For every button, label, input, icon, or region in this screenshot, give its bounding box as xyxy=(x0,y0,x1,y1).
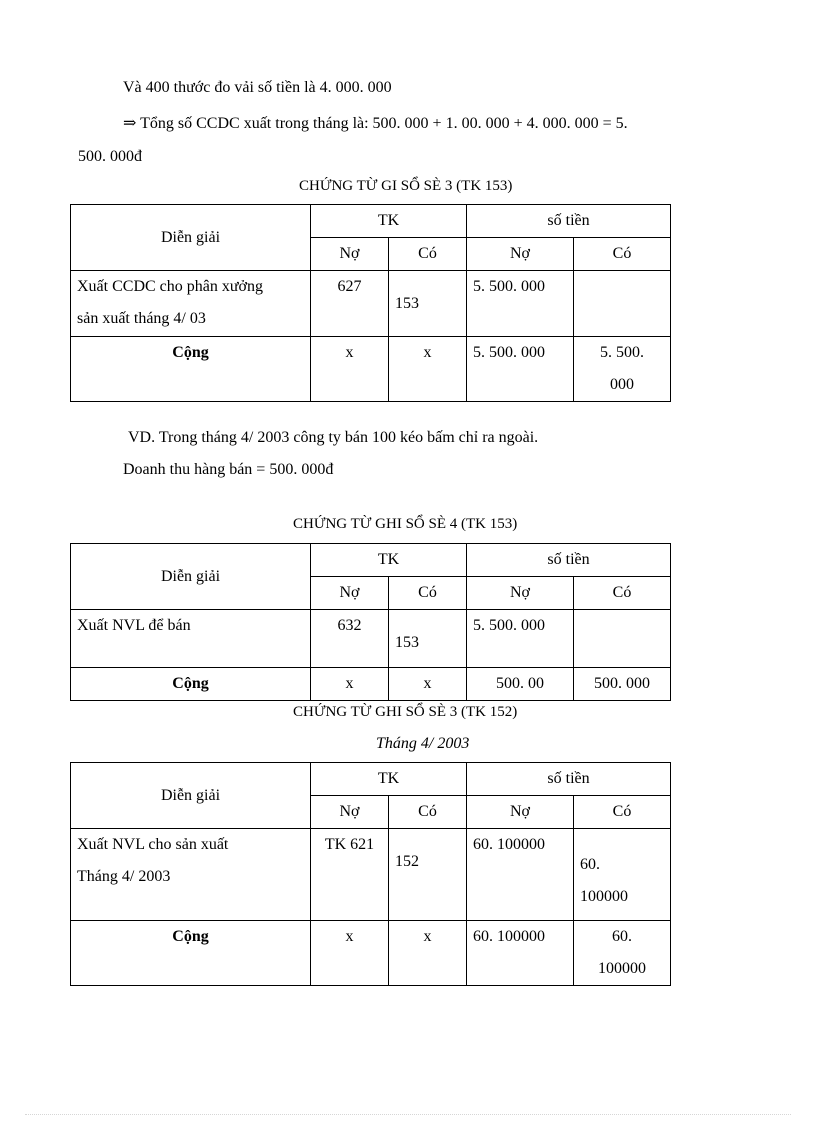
table-row xyxy=(71,271,671,337)
total-row xyxy=(71,921,671,986)
header-amount-co: Có xyxy=(574,796,671,829)
header-tk-no: Nợ xyxy=(311,577,389,610)
total-label: Cộng xyxy=(71,337,311,402)
row-tk-no: 627 xyxy=(311,271,389,337)
paragraph-example: VD. Trong tháng 4/ 2003 công ty bán 100 kéo bấm chỉ ra ngoài. xyxy=(128,429,539,446)
header-amount-no: Nợ xyxy=(467,796,574,829)
paragraph-cloth-measure: Và 400 thước đo vải số tiền là 4. 000. 000 xyxy=(123,79,392,96)
header-desc: Diễn giải xyxy=(71,763,311,829)
row-tk-no: 632 xyxy=(311,610,389,668)
paragraph-total-ccdc xyxy=(123,114,628,134)
header-tk-co: Có xyxy=(389,577,467,610)
total-label: Cộng xyxy=(71,668,311,701)
paragraph-total-ccdc-cont: 500. 000đ xyxy=(78,148,142,165)
table-2-title: CHỨNG TỪ GHI SỔ SÈ 4 (TK 153) xyxy=(293,516,518,532)
header-tk: TK xyxy=(311,763,467,796)
header-amount-co: Có xyxy=(574,577,671,610)
row-amt-co xyxy=(574,610,671,668)
header-tk-co: Có xyxy=(389,796,467,829)
total-tk-co: x xyxy=(389,921,467,986)
table-3 xyxy=(70,762,671,986)
total-amt-co: 5. 500. 000 xyxy=(574,337,671,402)
row-tk-no: TK 621 xyxy=(311,829,389,921)
total-amt-no: 500. 00 xyxy=(467,668,574,701)
header-desc: Diễn giải xyxy=(71,544,311,610)
total-amt-co: 60. 100000 xyxy=(574,921,671,986)
table-3-title: CHỨNG TỪ GHI SỔ SÈ 3 (TK 152) xyxy=(293,704,518,720)
table-1-title: CHỨNG TỪ GI SỔ SÈ 3 (TK 153) xyxy=(299,178,513,194)
header-amount-no: Nợ xyxy=(467,577,574,610)
table-2 xyxy=(70,543,671,701)
row-tk-co: 152 xyxy=(389,829,467,921)
header-tk: TK xyxy=(311,205,467,238)
total-amt-no: 5. 500. 000 xyxy=(467,337,574,402)
paragraph-total-ccdc-text: Tổng số CCDC xuất trong tháng là: 500. 000 + 1. 00. 000 + 4. 000. 000 = 5. xyxy=(140,115,628,132)
row-tk-co: 153 xyxy=(389,271,467,337)
total-row xyxy=(71,337,671,402)
table-1 xyxy=(70,204,671,402)
paragraph-revenue: Doanh thu hàng bán = 500. 000đ xyxy=(123,461,334,478)
header-tk-no: Nợ xyxy=(311,238,389,271)
row-amt-no: 5. 500. 000 xyxy=(467,271,574,337)
total-amt-co: 500. 000 xyxy=(574,668,671,701)
row-amt-co xyxy=(574,271,671,337)
page-bottom-rule xyxy=(25,1114,791,1115)
table-row xyxy=(71,829,671,921)
header-amount: số tiền xyxy=(467,544,671,577)
header-amount: số tiền xyxy=(467,763,671,796)
header-amount-co: Có xyxy=(574,238,671,271)
header-tk: TK xyxy=(311,544,467,577)
header-amount: số tiền xyxy=(467,205,671,238)
total-tk-no: x xyxy=(311,668,389,701)
total-tk-co: x xyxy=(389,337,467,402)
row-tk-co: 153 xyxy=(389,610,467,668)
total-tk-no: x xyxy=(311,337,389,402)
total-tk-co: x xyxy=(389,668,467,701)
row-amt-no: 60. 100000 xyxy=(467,829,574,921)
header-desc: Diễn giải xyxy=(71,205,311,271)
total-label: Cộng xyxy=(71,921,311,986)
header-amount-no: Nợ xyxy=(467,238,574,271)
row-desc: Xuất CCDC cho phân xưởng sản xuất tháng 4/ 03 xyxy=(71,271,311,337)
header-tk-no: Nợ xyxy=(311,796,389,829)
total-tk-no: x xyxy=(311,921,389,986)
table-3-subtitle: Tháng 4/ 2003 xyxy=(376,735,470,752)
row-amt-co: 60. 100000 xyxy=(574,829,671,921)
row-desc: Xuất NVL để bán xyxy=(71,610,311,668)
total-amt-no: 60. 100000 xyxy=(467,921,574,986)
total-row xyxy=(71,668,671,701)
header-tk-co: Có xyxy=(389,238,467,271)
row-desc: Xuất NVL cho sản xuất Tháng 4/ 2003 xyxy=(71,829,311,921)
table-row xyxy=(71,610,671,668)
arrow-icon: ⇒ xyxy=(123,115,137,132)
row-amt-no: 5. 500. 000 xyxy=(467,610,574,668)
